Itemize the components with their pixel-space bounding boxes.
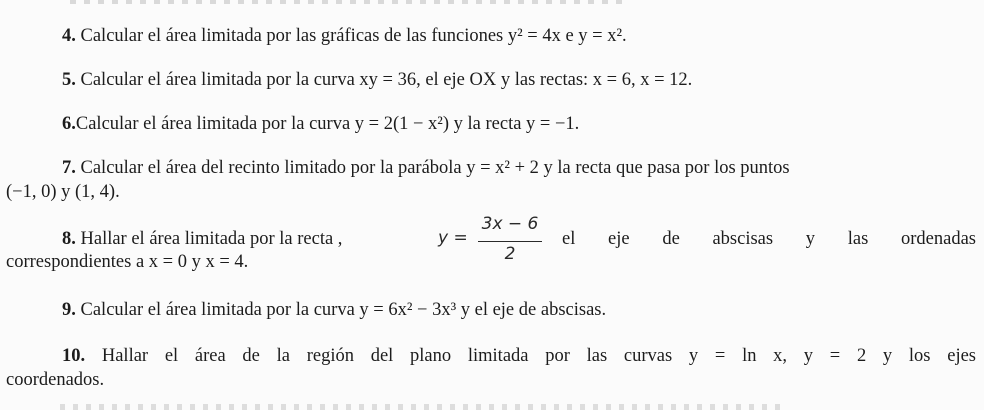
problem-8-text-part-2 (562, 228, 976, 250)
problem-6 (62, 113, 579, 135)
problem-8-equation (438, 214, 548, 270)
problem-8-text-part-3: correspondientes a x = 0 y x = 4. (6, 252, 249, 272)
problem-6-text: Calcular el área limitada por la curva y = 2(1 − x²) y la recta y = −1. (75, 114, 580, 134)
problem-8 (62, 228, 342, 250)
problem-7-text-line-1: Calcular el área del recinto limitado por la parábola y = x² + 2 y la recta que pasa por los puntos (80, 158, 790, 178)
equation-lhs: y = (438, 228, 468, 248)
cropped-next-line (60, 404, 780, 410)
problem-8-continuation (6, 251, 248, 273)
problem-7 (62, 157, 790, 179)
problem-7-text-line-2: (−1, 0) y (1, 4). (6, 182, 120, 202)
problem-8-continued-text: el eje de abscisas y las ordenadas (562, 229, 976, 249)
problem-4-number: 4. (62, 26, 76, 46)
problem-10-continuation (6, 369, 104, 391)
problem-7-continuation (6, 181, 120, 203)
problem-9-number: 9. (62, 300, 76, 320)
problem-10-number: 10. (62, 346, 86, 366)
problem-8-number: 8. (62, 229, 76, 249)
problem-9-text: Calcular el área limitada por la curva y = 6x² − 3x³ y el eje de abscisas. (80, 300, 607, 320)
fraction-denominator: 2 (504, 244, 516, 264)
cropped-previous-line (70, 0, 630, 4)
problem-6-number: 6. (62, 114, 76, 134)
fraction-bar (478, 241, 542, 242)
problem-5-number: 5. (62, 70, 76, 90)
problem-4-text: Calcular el área limitada por las gráficas de las funciones y² = 4x e y = x². (80, 26, 627, 46)
problem-10 (62, 345, 976, 367)
problem-5 (62, 69, 692, 91)
problem-4 (62, 25, 627, 47)
problem-10-text-line-2: coordenados. (6, 370, 105, 390)
problem-7-number: 7. (62, 158, 76, 178)
problem-10-text-line-1: Hallar el área de la región del plano limitada por las curvas y = ln x, y = 2 y los ejes (101, 346, 976, 366)
problem-9 (62, 299, 606, 321)
problem-8-text-part-1: Hallar el área limitada por la recta , (80, 229, 343, 249)
fraction-numerator: 3x − 6 (481, 214, 539, 234)
problem-5-text: Calcular el área limitada por la curva xy = 36, el eje OX y las rectas: x = 6, x = 12. (80, 70, 693, 90)
